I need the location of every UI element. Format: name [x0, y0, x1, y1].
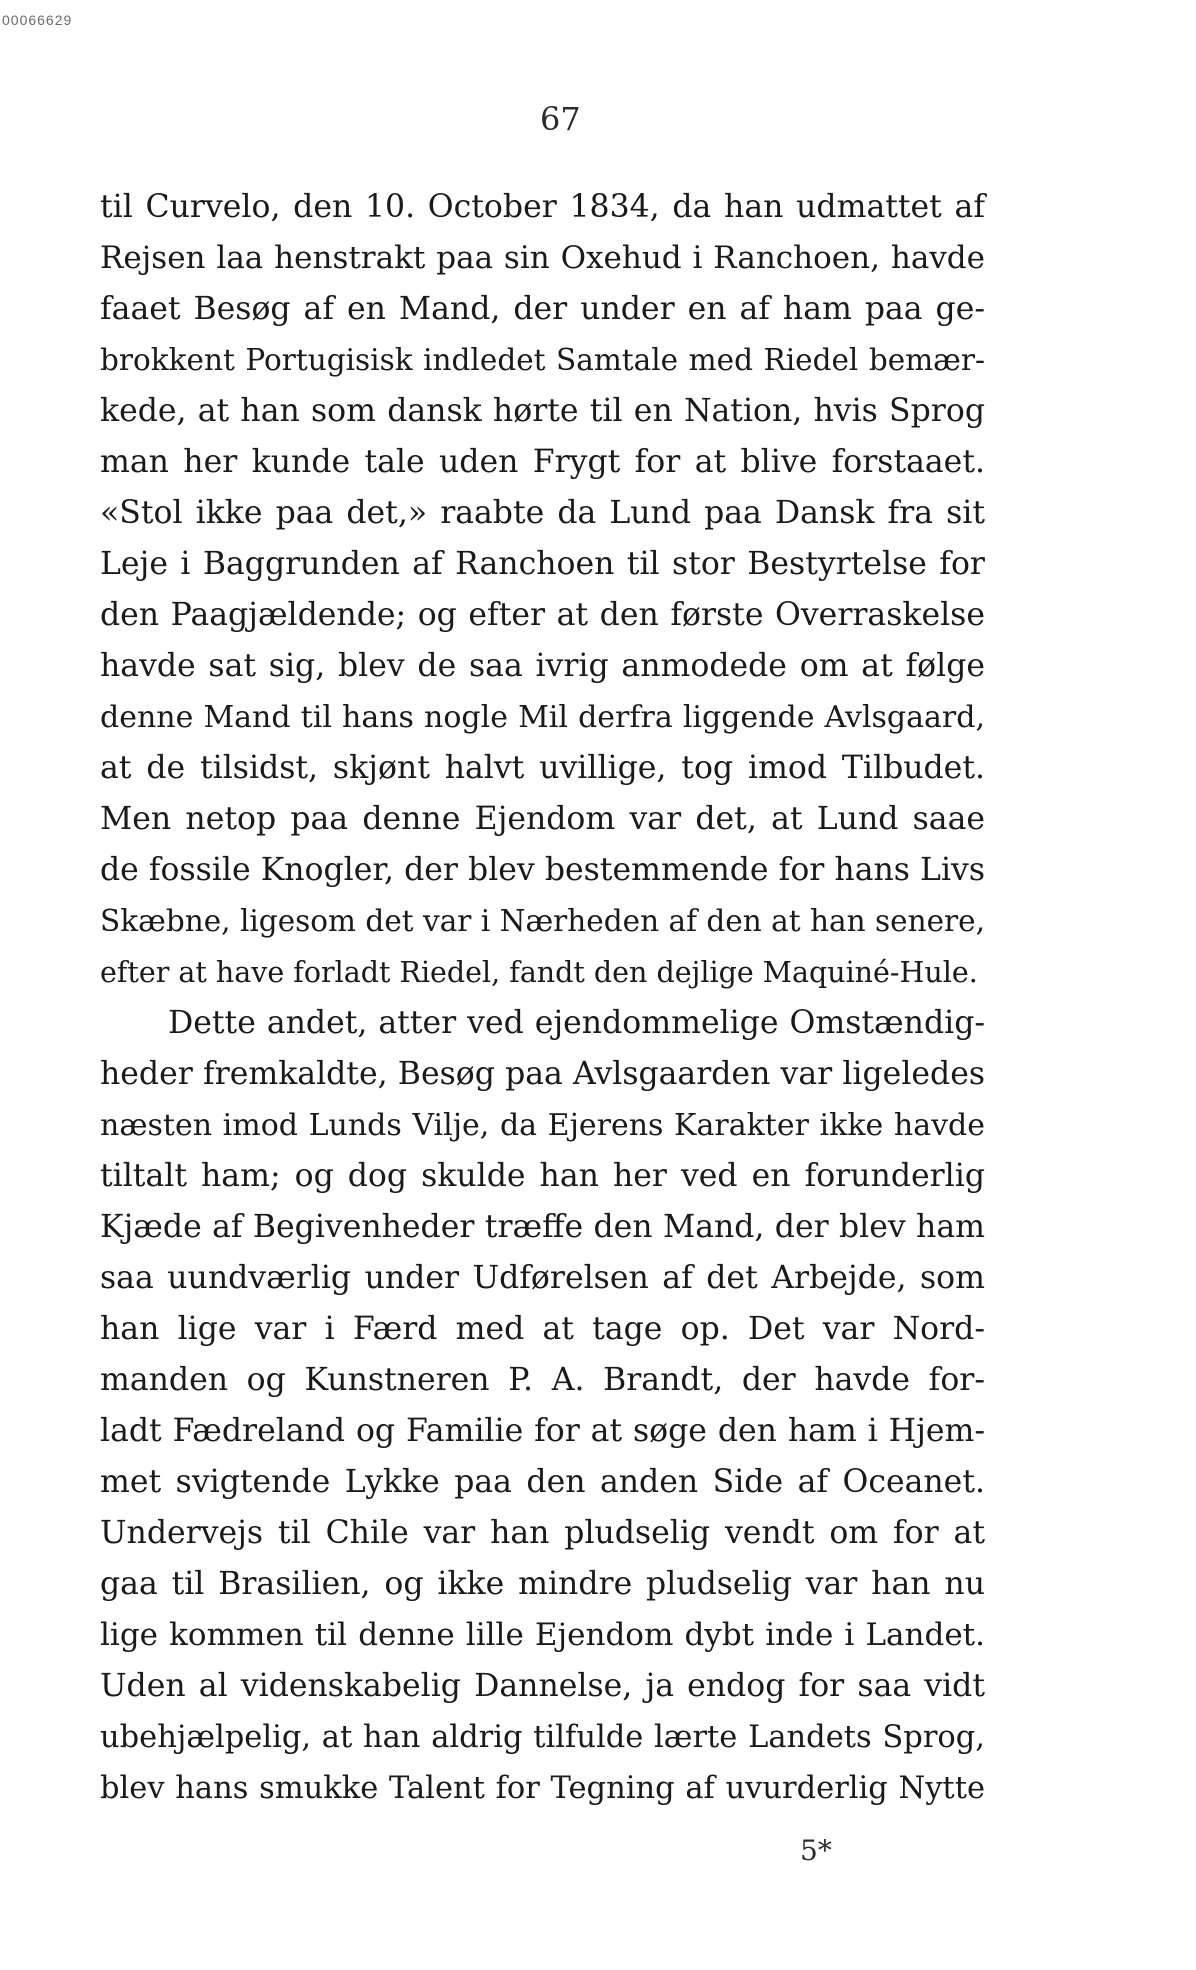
text-line: brokkent Portugisisk indledet Samtale med Riedel bemær- — [100, 343, 985, 377]
text-line: den Paagjældende; og efter at den første Overraskelse — [100, 597, 985, 633]
text-line: ladt Fædreland og Familie for at søge den ham i Hjem- — [100, 1413, 985, 1449]
text-line: at de tilsidst, skjønt halvt uvillige, tog imod Tilbudet. — [100, 750, 985, 786]
text-line: Rejsen laa henstrakt paa sin Oxehud i Ranchoen, havde — [100, 240, 985, 276]
text-line: faaet Besøg af en Mand, der under en af ham paa ge- — [100, 291, 985, 327]
text-line: havde sat sig, blev de saa ivrig anmodede om at følge — [100, 648, 985, 684]
text-line: næsten imod Lunds Vilje, da Ejerens Karakter ikke havde — [100, 1108, 985, 1143]
text-line: Skæbne, ligesom det var i Nærheden af den at han senere, — [100, 904, 985, 938]
text-line: blev hans smukke Talent for Tegning af uvurderlig Nytte — [100, 1771, 985, 1806]
text-line: ubehjælpelig, at han aldrig tilfulde lærte Landets Sprog, — [100, 1720, 985, 1755]
text-line: til Curvelo, den 10. October 1834, da han udmattet af — [100, 189, 985, 225]
text-line: manden og Kunstneren P. A. Brandt, der havde for- — [100, 1362, 985, 1398]
text-line: efter at have forladt Riedel, fandt den dejlige Maquiné-Hule. — [100, 956, 978, 989]
text-line: tiltalt ham; og dog skulde han her ved en forunderlig — [100, 1158, 985, 1194]
text-line: Kjæde af Begivenheder træffe den Mand, der blev ham — [100, 1209, 985, 1245]
scan-id: 00066629 — [2, 12, 73, 28]
text-line: heder fremkaldte, Besøg paa Avlsgaarden var ligeledes — [100, 1056, 985, 1092]
text-line: gaa til Brasilien, og ikke mindre pludselig var han nu — [100, 1566, 985, 1602]
body-text — [100, 182, 985, 1814]
text-line: met svigtende Lykke paa den anden Side af Oceanet. — [100, 1464, 985, 1500]
text-line: «Stol ikke paa det,» raabte da Lund paa Dansk fra sit — [100, 495, 985, 531]
text-line: Uden al videnskabelig Dannelse, ja endog for saa vidt — [100, 1668, 985, 1704]
text-line: lige kommen til denne lille Ejendom dybt inde i Landet. — [100, 1617, 985, 1653]
page-number: 67 — [540, 100, 581, 138]
text-line: Men netop paa denne Ejendom var det, at Lund saae — [100, 801, 985, 837]
text-line: man her kunde tale uden Frygt for at blive forstaaet. — [100, 444, 985, 480]
text-line: Dette andet, atter ved ejendommelige Omstændig- — [168, 1005, 985, 1041]
text-line: de fossile Knogler, der blev bestemmende for hans Livs — [100, 852, 985, 888]
text-line: Undervejs til Chile var han pludselig vendt om for at — [100, 1515, 985, 1551]
text-line: kede, at han som dansk hørte til en Nation, hvis Sprog — [100, 393, 985, 429]
text-line: han lige var i Færd med at tage op. Det var Nord- — [100, 1311, 985, 1347]
text-line: saa uundværlig under Udførelsen af det Arbejde, som — [100, 1260, 985, 1296]
text-line: denne Mand til hans nogle Mil derfra liggende Avlsgaard, — [100, 700, 985, 735]
signature-mark: 5* — [800, 1834, 832, 1867]
text-line: Leje i Baggrunden af Ranchoen til stor Bestyrtelse for — [100, 546, 985, 582]
